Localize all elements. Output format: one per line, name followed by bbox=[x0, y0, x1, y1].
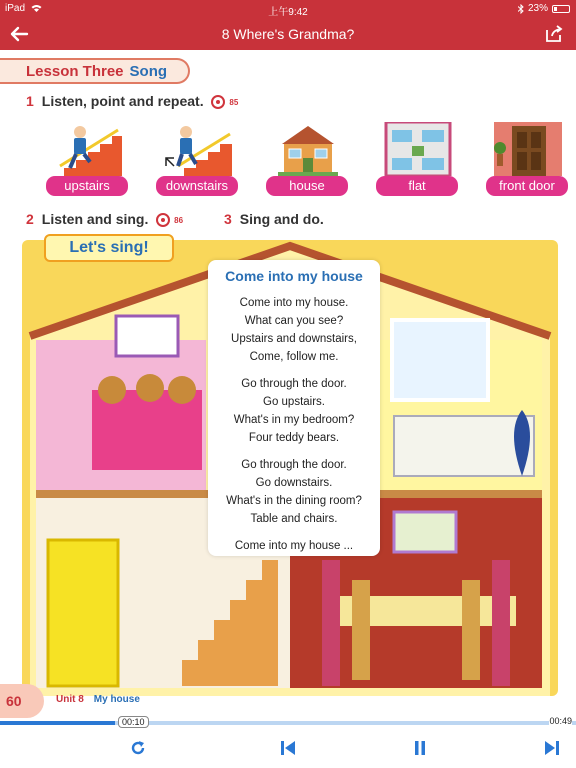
lesson-tag: Song bbox=[129, 63, 168, 80]
repeat-icon[interactable] bbox=[128, 738, 148, 758]
exercise-2 bbox=[26, 211, 183, 227]
progress-fill bbox=[0, 721, 115, 725]
track-number: 86 bbox=[174, 215, 184, 225]
song-lyrics bbox=[208, 260, 380, 556]
page-number: 60 bbox=[0, 684, 44, 718]
exercise-number: 3 bbox=[224, 211, 232, 227]
exercise-text: Listen, point and repeat. bbox=[41, 93, 204, 109]
downstairs-icon bbox=[164, 122, 232, 176]
lyric-line: Table and chairs. bbox=[250, 513, 338, 525]
exercise-number: 2 bbox=[26, 211, 34, 227]
nav-bar bbox=[0, 18, 576, 50]
vocab-label: house bbox=[266, 176, 348, 196]
vocab-label: flat bbox=[376, 176, 458, 196]
lyric-line: What's in the dining room? bbox=[226, 495, 362, 507]
elapsed-time: 00:10 bbox=[118, 716, 149, 728]
status-right bbox=[518, 3, 570, 14]
player-controls bbox=[0, 728, 576, 768]
lyric-line: What can you see? bbox=[244, 315, 344, 327]
lyric-line: Go through the door. bbox=[241, 459, 347, 471]
skip-forward-icon[interactable] bbox=[542, 738, 562, 758]
lets-sing-badge: Let's sing! bbox=[44, 234, 174, 262]
vocab-card-front-door[interactable] bbox=[486, 122, 568, 196]
cd-icon[interactable] bbox=[156, 213, 170, 227]
lyric-line: Come into my house. bbox=[239, 297, 349, 309]
textbook-page bbox=[0, 50, 576, 718]
vocab-card-flat[interactable] bbox=[376, 122, 458, 196]
lyric-line: What's in my bedroom? bbox=[233, 414, 355, 426]
song-title: Come into my house bbox=[225, 268, 363, 284]
total-time: 00:49 bbox=[549, 716, 572, 726]
page-title: 8 Where's Grandma? bbox=[221, 26, 355, 42]
lyric-line: Four teddy bears. bbox=[248, 432, 340, 444]
battery-percent: 23% bbox=[527, 3, 548, 14]
lyric-line: Come, follow me. bbox=[249, 351, 339, 363]
lyric-line: Go through the door. bbox=[241, 378, 347, 390]
battery-level bbox=[554, 7, 557, 11]
unit-title: My house bbox=[93, 694, 140, 705]
vocab-label: front door bbox=[486, 176, 568, 196]
lesson-banner bbox=[0, 58, 190, 84]
flat-icon bbox=[384, 122, 452, 176]
device-name: iPad bbox=[5, 3, 26, 14]
page-footer bbox=[0, 684, 576, 718]
exercise-text: Listen and sing. bbox=[41, 211, 149, 227]
vocab-label: upstairs bbox=[46, 176, 128, 196]
lesson-label: Lesson Three bbox=[26, 63, 124, 80]
vocab-label: downstairs bbox=[156, 176, 238, 196]
pause-icon[interactable] bbox=[410, 738, 430, 758]
lyric-line: Come into my house ... bbox=[234, 540, 354, 552]
cd-icon[interactable] bbox=[211, 95, 225, 109]
status-time: 上午9:42 bbox=[268, 7, 308, 18]
exercise-number: 1 bbox=[26, 93, 34, 109]
exercise-text: Sing and do. bbox=[239, 211, 324, 227]
lyric-line: Upstairs and downstairs, bbox=[231, 333, 357, 345]
skip-back-icon[interactable] bbox=[278, 738, 298, 758]
unit-label bbox=[56, 694, 140, 705]
status-bar bbox=[0, 0, 576, 18]
exercise-1 bbox=[26, 93, 238, 109]
unit-number: Unit 8 bbox=[56, 694, 84, 705]
vocab-card-downstairs[interactable] bbox=[156, 122, 238, 196]
front-door-icon bbox=[494, 122, 562, 176]
battery-icon bbox=[552, 5, 570, 13]
upstairs-icon bbox=[54, 122, 122, 176]
audio-progress[interactable] bbox=[0, 718, 576, 728]
exercise-3 bbox=[224, 211, 324, 227]
bluetooth-icon bbox=[518, 4, 524, 14]
track-number: 85 bbox=[229, 97, 239, 107]
vocab-card-upstairs[interactable] bbox=[46, 122, 128, 196]
house-icon bbox=[274, 122, 342, 176]
lyric-line: Go upstairs. bbox=[263, 396, 325, 408]
share-icon[interactable] bbox=[544, 24, 564, 44]
lyric-line: Go downstairs. bbox=[255, 477, 333, 489]
vocab-card-house[interactable] bbox=[266, 122, 348, 196]
